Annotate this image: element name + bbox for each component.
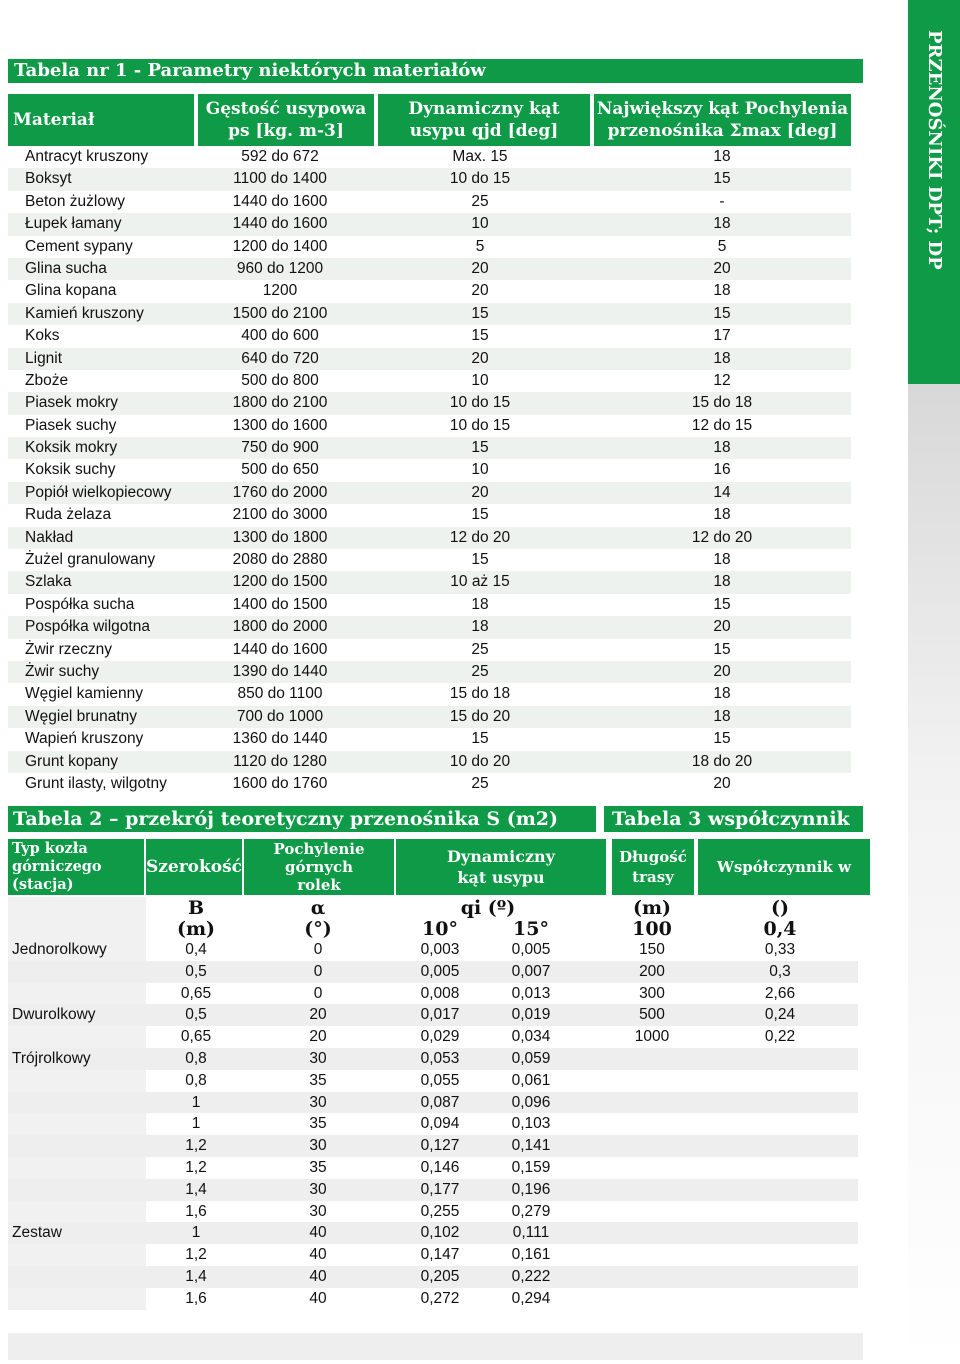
- table-row: [8, 236, 851, 258]
- cell-max-incline: 20: [713, 774, 731, 792]
- table-row: [8, 661, 851, 683]
- cell-max-incline: 18: [713, 215, 731, 233]
- cell-width: 1,2: [185, 1158, 207, 1176]
- cell-density: 592 do 672: [241, 148, 319, 165]
- cell-width: 1,4: [185, 1267, 207, 1285]
- cell-material: Koks: [25, 327, 60, 345]
- header-type: Typ kozła górniczego (stacja): [8, 839, 144, 895]
- cell-max-incline: 18: [713, 148, 731, 165]
- cell-section-15: 0,007: [511, 962, 551, 980]
- cell-section-10: 0,127: [420, 1137, 460, 1155]
- cell-incline: 40: [309, 1246, 327, 1264]
- cell-section-10: 0,272: [420, 1289, 460, 1307]
- cell-max-incline: 12 do 20: [691, 528, 753, 546]
- cell-angle: Max. 15: [452, 148, 508, 165]
- cell-width: 1: [191, 1224, 201, 1242]
- cell-width: 0,5: [185, 1006, 207, 1024]
- table-row: [8, 1048, 858, 1070]
- table-row: [8, 482, 851, 504]
- cell-angle: 25: [471, 774, 489, 792]
- cell-density: 700 do 1000: [236, 707, 324, 725]
- cell-section-10: 0,029: [420, 1028, 460, 1046]
- cell-coef: 0,22: [764, 1028, 796, 1046]
- cell-material: Wapień kruszony: [25, 730, 144, 748]
- cell-angle: 15: [471, 730, 489, 748]
- cell-width: 1,2: [185, 1246, 207, 1264]
- cell-density: 2080 do 2880: [232, 551, 328, 569]
- cell-material: Glina sucha: [25, 259, 107, 277]
- cell-material: Grunt ilasty, wilgotny: [25, 774, 167, 792]
- unit-b-m: (m): [176, 918, 216, 940]
- cell-section-15: 0,061: [511, 1071, 551, 1089]
- cell-max-incline: 18: [713, 551, 731, 569]
- table2-title: Tabela 2 – przekrój teoretyczny przenośnika S (m2): [8, 806, 596, 832]
- cell-density: 960 do 1200: [236, 259, 324, 277]
- cell-angle: 15: [471, 439, 489, 457]
- cell-width: 1,6: [185, 1289, 207, 1307]
- cell-material: Cement sypany: [25, 237, 133, 255]
- cell-incline: 30: [309, 1049, 327, 1067]
- cell-coef: 0,33: [764, 941, 796, 958]
- cell-material: Popiół wielkopiecowy: [25, 483, 172, 501]
- cell-length: 500: [639, 1006, 665, 1024]
- cell-angle: 18: [471, 618, 489, 636]
- table-row: [8, 325, 851, 347]
- cell-max-incline: 18: [713, 685, 731, 703]
- table-row: [8, 303, 851, 325]
- table-row: [8, 571, 851, 593]
- cell-width: 0,4: [185, 941, 207, 958]
- table3-title: Tabela 3 współczynnik: [604, 806, 863, 832]
- cell-section-10: 0,055: [420, 1071, 460, 1089]
- table-row: [8, 728, 851, 750]
- cell-incline: 0: [313, 941, 323, 958]
- cell-material: Zboże: [25, 371, 69, 389]
- cell-length: 150: [639, 941, 665, 958]
- cell-section-15: 0,141: [511, 1137, 551, 1155]
- coef-first-value: 0,4: [763, 918, 797, 940]
- cell-density: 2100 do 3000: [232, 506, 328, 524]
- table-row: [8, 1244, 858, 1266]
- cell-material: Pospółka wilgotna: [25, 618, 150, 636]
- table-row: [8, 683, 851, 705]
- cell-material: Nakład: [25, 528, 74, 546]
- table-row: [8, 1092, 858, 1114]
- table-row: [8, 1004, 858, 1026]
- cell-width: 1: [191, 1093, 201, 1111]
- cell-section-10: 0,053: [420, 1049, 460, 1067]
- cell-section-15: 0,111: [512, 1224, 550, 1242]
- cell-section-10: 0,146: [420, 1158, 460, 1176]
- cell-max-incline: 18 do 20: [691, 752, 753, 770]
- cell-incline: 20: [309, 1028, 327, 1046]
- cell-density: 1440 do 1600: [232, 640, 328, 658]
- cell-density: 1200 do 1400: [232, 237, 328, 255]
- cell-density: 1300 do 1800: [232, 528, 328, 546]
- cell-max-incline: 12: [713, 371, 731, 389]
- cell-section-10: 0,147: [420, 1246, 460, 1264]
- cell-material: Żwir rzeczny: [25, 640, 112, 658]
- table-row: [8, 146, 851, 168]
- table-row: [8, 549, 851, 571]
- cell-material: Koksik mokry: [25, 439, 118, 457]
- cell-max-incline: 20: [713, 618, 731, 636]
- table-row: [8, 213, 851, 235]
- cell-incline: 30: [309, 1202, 327, 1220]
- cell-material: Boksyt: [25, 170, 72, 188]
- cell-angle: 20: [471, 349, 489, 367]
- cell-material: Pospółka sucha: [25, 595, 135, 613]
- cell-section-10: 0,177: [420, 1180, 460, 1198]
- table-row: [8, 504, 851, 526]
- table-row: [8, 983, 858, 1005]
- table-row: [8, 1070, 858, 1092]
- cell-angle: 25: [471, 640, 489, 658]
- table-row: [8, 437, 851, 459]
- header-width: Szerokość: [146, 839, 242, 895]
- cell-width: 0,5: [185, 962, 207, 980]
- cell-density: 1500 do 2100: [232, 304, 328, 322]
- cell-max-incline: 18: [713, 349, 731, 367]
- unit-b: B: [187, 897, 205, 919]
- cell-section-10: 0,005: [420, 962, 460, 980]
- cell-material: Kamień kruszony: [25, 304, 144, 322]
- table-row: [8, 1179, 858, 1201]
- header-density: Gęstość usypowa ps [kg. m-3]: [198, 94, 374, 146]
- cell-angle: 15 do 18: [449, 685, 511, 703]
- table-row: [8, 392, 851, 414]
- unit-15deg: 15°: [513, 918, 549, 940]
- cell-max-incline: 18: [713, 506, 731, 524]
- table1-body: [8, 146, 851, 795]
- cell-angle: 20: [471, 282, 489, 300]
- cell-angle: 18: [471, 595, 489, 613]
- cell-max-incline: 16: [713, 461, 731, 479]
- table-row: [8, 1157, 858, 1179]
- cell-section-15: 0,096: [511, 1093, 551, 1111]
- cell-section-15: 0,005: [511, 941, 551, 958]
- cell-width: 0,65: [180, 1028, 212, 1046]
- cell-section-10: 0,205: [420, 1267, 460, 1285]
- cell-section-10: 0,008: [420, 984, 460, 1002]
- cell-material: Szlaka: [25, 573, 72, 591]
- cell-incline: 35: [309, 1071, 327, 1089]
- unit-alpha-deg: (°): [304, 918, 332, 940]
- cell-type: Jednorolkowy: [12, 941, 107, 958]
- table-row: [8, 191, 851, 213]
- unit-qj: qi (º): [460, 897, 516, 919]
- cell-section-10: 0,102: [420, 1224, 460, 1242]
- table1-header: [8, 94, 851, 146]
- cell-angle: 15: [471, 327, 489, 345]
- table-row: [8, 961, 858, 983]
- cell-angle: 10 do 15: [449, 170, 511, 188]
- cell-angle: 25: [471, 662, 489, 680]
- table-row: [8, 527, 851, 549]
- cell-density: 400 do 600: [241, 327, 319, 345]
- cell-material: Ruda żelaza: [25, 506, 112, 524]
- header-length: Długość trasy: [612, 839, 694, 895]
- unit-coef: (): [771, 897, 789, 919]
- cell-max-incline: 14: [713, 483, 731, 501]
- cell-incline: 20: [309, 1006, 327, 1024]
- cell-width: 0,65: [180, 984, 212, 1002]
- bottom-bar: [8, 1333, 863, 1360]
- table-row: [8, 1026, 858, 1048]
- table-row: [8, 415, 851, 437]
- table2-header: [8, 839, 870, 895]
- cell-incline: 0: [313, 984, 323, 1002]
- cell-density: 1360 do 1440: [232, 730, 328, 748]
- table-row: [8, 1266, 858, 1288]
- cell-angle: 10 do 20: [449, 752, 511, 770]
- cell-incline: 35: [309, 1115, 327, 1133]
- table-row: [8, 459, 851, 481]
- cell-coef: 0,3: [769, 962, 791, 980]
- cell-max-incline: 20: [713, 662, 731, 680]
- cell-width: 0,8: [185, 1049, 207, 1067]
- cell-density: 1800 do 2000: [232, 618, 328, 636]
- table-row: [8, 168, 851, 190]
- cell-max-incline: 5: [717, 237, 727, 255]
- header-dyn-angle: Dynamiczny kąt usypu: [396, 839, 606, 895]
- cell-width: 0,8: [185, 1071, 207, 1089]
- table1-title: Tabela nr 1 - Parametry niektórych materiałów: [8, 59, 863, 83]
- table-row: [8, 594, 851, 616]
- cell-angle: 10: [471, 371, 489, 389]
- cell-max-incline: 17: [713, 327, 731, 345]
- cell-density: 1440 do 1600: [232, 215, 328, 233]
- cell-section-15: 0,159: [511, 1158, 551, 1176]
- cell-incline: 40: [309, 1267, 327, 1285]
- cell-angle: 20: [471, 259, 489, 277]
- cell-material: Piasek mokry: [25, 394, 119, 412]
- cell-incline: 35: [309, 1158, 327, 1176]
- cell-material: Lignit: [25, 349, 63, 367]
- cell-length: 300: [639, 984, 665, 1002]
- cell-max-incline: 18: [713, 439, 731, 457]
- table-row: [8, 280, 851, 302]
- cell-length: 1000: [634, 1028, 670, 1046]
- cell-width: 1: [191, 1115, 201, 1133]
- cell-section-10: 0,017: [420, 1006, 460, 1024]
- cell-material: Koksik suchy: [25, 461, 116, 479]
- length-first-value: 100: [632, 918, 672, 940]
- cell-angle: 10: [471, 461, 489, 479]
- cell-material: Żużel granulowany: [25, 551, 156, 569]
- table-row: [8, 1135, 858, 1157]
- cell-density: 1200 do 1500: [232, 573, 328, 591]
- cell-angle: 20: [471, 483, 489, 501]
- cell-material: Grunt kopany: [25, 752, 119, 770]
- cell-angle: 10 do 15: [449, 416, 511, 434]
- cell-material: Węgiel brunatny: [25, 707, 138, 725]
- cell-angle: 10 do 15: [449, 394, 511, 412]
- table-row: [8, 370, 851, 392]
- cell-max-incline: 15: [713, 595, 731, 613]
- cell-max-incline: 18: [713, 282, 731, 300]
- cell-incline: 40: [309, 1289, 327, 1307]
- cell-section-15: 0,034: [511, 1028, 551, 1046]
- cell-type: Dwurolkowy: [12, 1006, 96, 1024]
- cell-section-15: 0,196: [511, 1180, 551, 1198]
- cell-width: 1,4: [185, 1180, 207, 1198]
- table-row: [8, 706, 851, 728]
- cell-material: Piasek suchy: [25, 416, 117, 434]
- cell-density: 750 do 900: [241, 439, 319, 457]
- cell-material: Glina kopana: [25, 282, 117, 300]
- cell-angle: 15: [471, 304, 489, 322]
- cell-section-15: 0,019: [511, 1006, 551, 1024]
- table-row: [8, 616, 851, 638]
- cell-type: Zestaw: [12, 1224, 62, 1242]
- cell-density: 1400 do 1500: [232, 595, 328, 613]
- table-row: [8, 773, 851, 795]
- cell-max-incline: 15: [713, 170, 731, 188]
- unit-alpha: α: [310, 897, 326, 919]
- cell-max-incline: 15: [713, 640, 731, 658]
- unit-10deg: 10°: [422, 918, 458, 940]
- cell-incline: 30: [309, 1180, 327, 1198]
- cell-density: 850 do 1100: [237, 685, 323, 703]
- cell-length: 200: [639, 962, 665, 980]
- cell-density: 1440 do 1600: [232, 192, 328, 210]
- cell-material: Łupek łamany: [25, 215, 122, 233]
- cell-material: Żwir suchy: [25, 662, 100, 680]
- cell-section-10: 0,094: [420, 1115, 460, 1133]
- cell-density: 640 do 720: [241, 349, 319, 367]
- table-row: [8, 1222, 858, 1244]
- cell-incline: 30: [309, 1137, 327, 1155]
- cell-angle: 5: [475, 237, 485, 255]
- cell-density: 500 do 650: [241, 461, 319, 479]
- header-angle: Dynamiczny kąt usypu qjd [deg]: [378, 94, 590, 146]
- cell-max-incline: 18: [713, 707, 731, 725]
- header-max-incline: Największy kąt Pochylenia przenośnika Σmax [deg]: [594, 94, 851, 146]
- cell-material: Węgiel kamienny: [25, 685, 144, 703]
- cell-width: 1,2: [185, 1137, 207, 1155]
- cell-angle: 10: [471, 215, 489, 233]
- table-row: [8, 639, 851, 661]
- units-row: [8, 897, 870, 939]
- cell-incline: 30: [309, 1093, 327, 1111]
- cell-angle: 10 aż 15: [450, 573, 510, 591]
- cell-section-10: 0,003: [420, 941, 460, 958]
- cell-type: Trójrolkowy: [12, 1049, 91, 1067]
- cell-section-15: 0,013: [511, 984, 551, 1002]
- cell-density: 1760 do 2000: [232, 483, 328, 501]
- cell-material: Antracyt kruszony: [25, 148, 149, 165]
- cell-section-15: 0,059: [511, 1049, 551, 1067]
- cell-coef: 0,24: [764, 1006, 796, 1024]
- cell-density: 1600 do 1760: [232, 774, 328, 792]
- cell-section-15: 0,161: [511, 1246, 551, 1264]
- header-coef: Współczynnik w: [698, 839, 870, 895]
- cell-coef: 2,66: [764, 984, 796, 1002]
- table-row: [8, 1288, 858, 1310]
- cell-max-incline: 18: [713, 573, 731, 591]
- cell-angle: 15: [471, 551, 489, 569]
- cell-width: 1,6: [185, 1202, 207, 1220]
- cell-angle: 12 do 20: [449, 528, 511, 546]
- table-row: [8, 751, 851, 773]
- cell-angle: 15: [471, 506, 489, 524]
- cell-incline: 40: [309, 1224, 327, 1242]
- cell-density: 1300 do 1600: [232, 416, 328, 434]
- header-incline: Pochylenie górnych rolek: [244, 839, 394, 895]
- cell-density: 1390 do 1440: [232, 662, 328, 680]
- cell-section-15: 0,103: [511, 1115, 551, 1133]
- cell-max-incline: 12 do 15: [691, 416, 753, 434]
- cell-max-incline: -: [719, 192, 725, 210]
- table-row: [8, 1113, 858, 1135]
- cell-section-15: 0,279: [511, 1202, 551, 1220]
- cell-section-15: 0,294: [511, 1289, 551, 1307]
- table-row: [8, 1201, 858, 1223]
- side-tab-label: PRZENOŚNIKI DPT; DP: [924, 30, 945, 270]
- cell-material: Beton żużlowy: [25, 192, 125, 210]
- cell-section-15: 0,222: [511, 1267, 551, 1285]
- cell-max-incline: 20: [713, 259, 731, 277]
- cell-angle: 25: [471, 192, 489, 210]
- table-row: [8, 348, 851, 370]
- cell-section-10: 0,255: [420, 1202, 460, 1220]
- cell-max-incline: 15 do 18: [691, 394, 753, 412]
- cell-density: 1200: [262, 282, 298, 300]
- cell-density: 1120 do 1280: [233, 752, 327, 770]
- cell-max-incline: 15: [713, 730, 731, 748]
- cell-section-10: 0,087: [420, 1093, 460, 1111]
- table2-body: [8, 939, 858, 1310]
- cell-density: 500 do 800: [241, 371, 319, 389]
- cell-angle: 15 do 20: [449, 707, 511, 725]
- side-tab: [908, 0, 960, 384]
- cell-incline: 0: [313, 962, 323, 980]
- cell-density: 1800 do 2100: [232, 394, 328, 412]
- side-tab-shadow: [908, 384, 960, 1364]
- table-row: [8, 939, 858, 961]
- table-row: [8, 258, 851, 280]
- unit-length-m: (m): [632, 897, 672, 919]
- header-material: Materiał: [8, 94, 194, 146]
- cell-max-incline: 15: [713, 304, 731, 322]
- cell-density: 1100 do 1400: [233, 170, 327, 188]
